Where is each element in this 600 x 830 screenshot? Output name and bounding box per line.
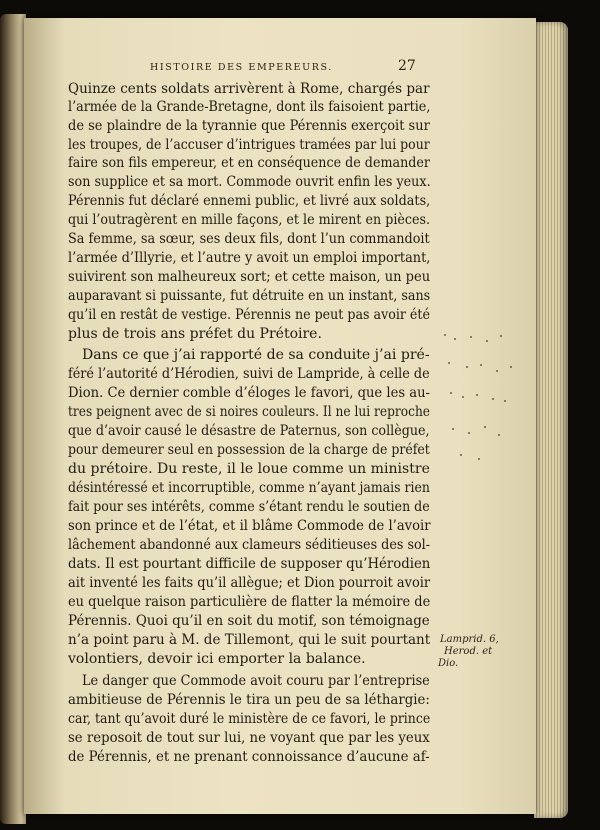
- text-line: son prince et de l’état, et il blâme Commode de l’avoir: [68, 518, 431, 534]
- text-line: fait pour ses intérêts, comme s’étant rendu le soutien de: [68, 499, 430, 515]
- text-line: ait inventé les faits qu’il allègue; et Dion pourroit avoir: [68, 575, 431, 591]
- text-line: Dion. Ce dernier comble d’éloges le favori, que les au-: [68, 385, 430, 401]
- text-line: désintéressé et incorruptible, comme n’ayant jamais rien: [68, 480, 430, 496]
- margin-note-line: Dio.: [438, 658, 459, 669]
- text-line: qu’il en restât de vestige. Pérennis ne peut pas avoir été: [68, 307, 430, 323]
- previous-page-edge: [0, 14, 26, 824]
- text-line: tres peignent avec de si noires couleurs. Il ne lui reproche: [68, 404, 431, 420]
- text-line: Dans ce que j’ai rapporté de sa conduite j’ai pré-: [82, 347, 430, 363]
- page-number: 27: [398, 58, 416, 74]
- running-head: HISTOIRE DES EMPEREURS.: [150, 62, 333, 73]
- text-line: Pérennis fut déclaré ennemi public, et livré aux soldats,: [68, 193, 431, 209]
- text-line: ambitieuse de Pérennis le tira un peu de sa léthargie:: [68, 692, 430, 708]
- text-line: de Pérennis, et ne prenant connoissance d’aucune af-: [68, 749, 430, 765]
- text-line: car, tant qu’avoit duré le ministère de ce favori, le prince: [68, 711, 431, 727]
- text-line: de se plaindre de la tyrannie que Pérennis exerçoit sur: [68, 118, 430, 134]
- text-line: l’armée d’Illyrie, et l’autre y avoit un emploi important,: [68, 250, 431, 266]
- text-line: féré l’autorité d’Hérodien, suivi de Lampride, à celle de: [68, 366, 430, 382]
- text-line: pour demeurer seul en possession de la charge de préfet: [68, 442, 430, 458]
- text-line: Quinze cents soldats arrivèrent à Rome, chargés par: [68, 81, 430, 97]
- ink-show-through: [440, 328, 520, 468]
- text-line: les troupes, de l’accuser d’intrigues tramées par lui pour: [68, 137, 430, 153]
- text-line: qui l’outragèrent en mille façons, et le mirent en pièces.: [68, 212, 430, 228]
- margin-note-line: Lamprid. 6,: [440, 634, 499, 645]
- text-line: son supplice et sa mort. Commode ouvrit enfin les yeux.: [68, 174, 431, 190]
- text-line: se reposoit de tout sur lui, ne voyant que par les yeux: [68, 730, 430, 746]
- text-line: eu quelque raison particulière de flatter la mémoire de: [68, 594, 431, 610]
- text-line: n’a point paru à M. de Tillemont, qui le suit pourtant: [68, 632, 431, 648]
- text-line: du prétoire. Du reste, il le loue comme un ministre: [68, 461, 430, 477]
- page-stack-edge: [534, 22, 568, 818]
- margin-note-line: Herod. et: [444, 646, 493, 657]
- text-line: Le danger que Commode avoit couru par l’entreprise: [82, 673, 430, 689]
- text-line: plus de trois ans préfet du Prétoire.: [68, 326, 322, 342]
- text-line: dats. Il est pourtant difficile de supposer qu’Hérodien: [68, 556, 431, 572]
- text-line: que d’avoir causé le désastre de Paternus, son collègue,: [68, 423, 430, 439]
- text-line: l’armée de la Grande-Bretagne, dont ils faisoient partie,: [68, 99, 431, 115]
- text-line: suivirent son malheureux sort; et cette maison, un peu: [68, 269, 431, 285]
- text-line: Pérennis. Quoi qu’il en soit du motif, son témoignage: [68, 613, 430, 629]
- text-line: faire son fils empereur, et en conséquence de demander: [68, 155, 430, 171]
- text-line: Sa femme, sa sœur, ses deux fils, dont l’un commandoit: [68, 231, 430, 247]
- text-line: volontiers, devoir ici emporter la balance.: [68, 651, 366, 667]
- text-line: auparavant si puissante, fut détruite en un instant, sans: [68, 288, 431, 304]
- text-line: lâchement abandonné aux clameurs séditieuses des sol-: [68, 537, 431, 553]
